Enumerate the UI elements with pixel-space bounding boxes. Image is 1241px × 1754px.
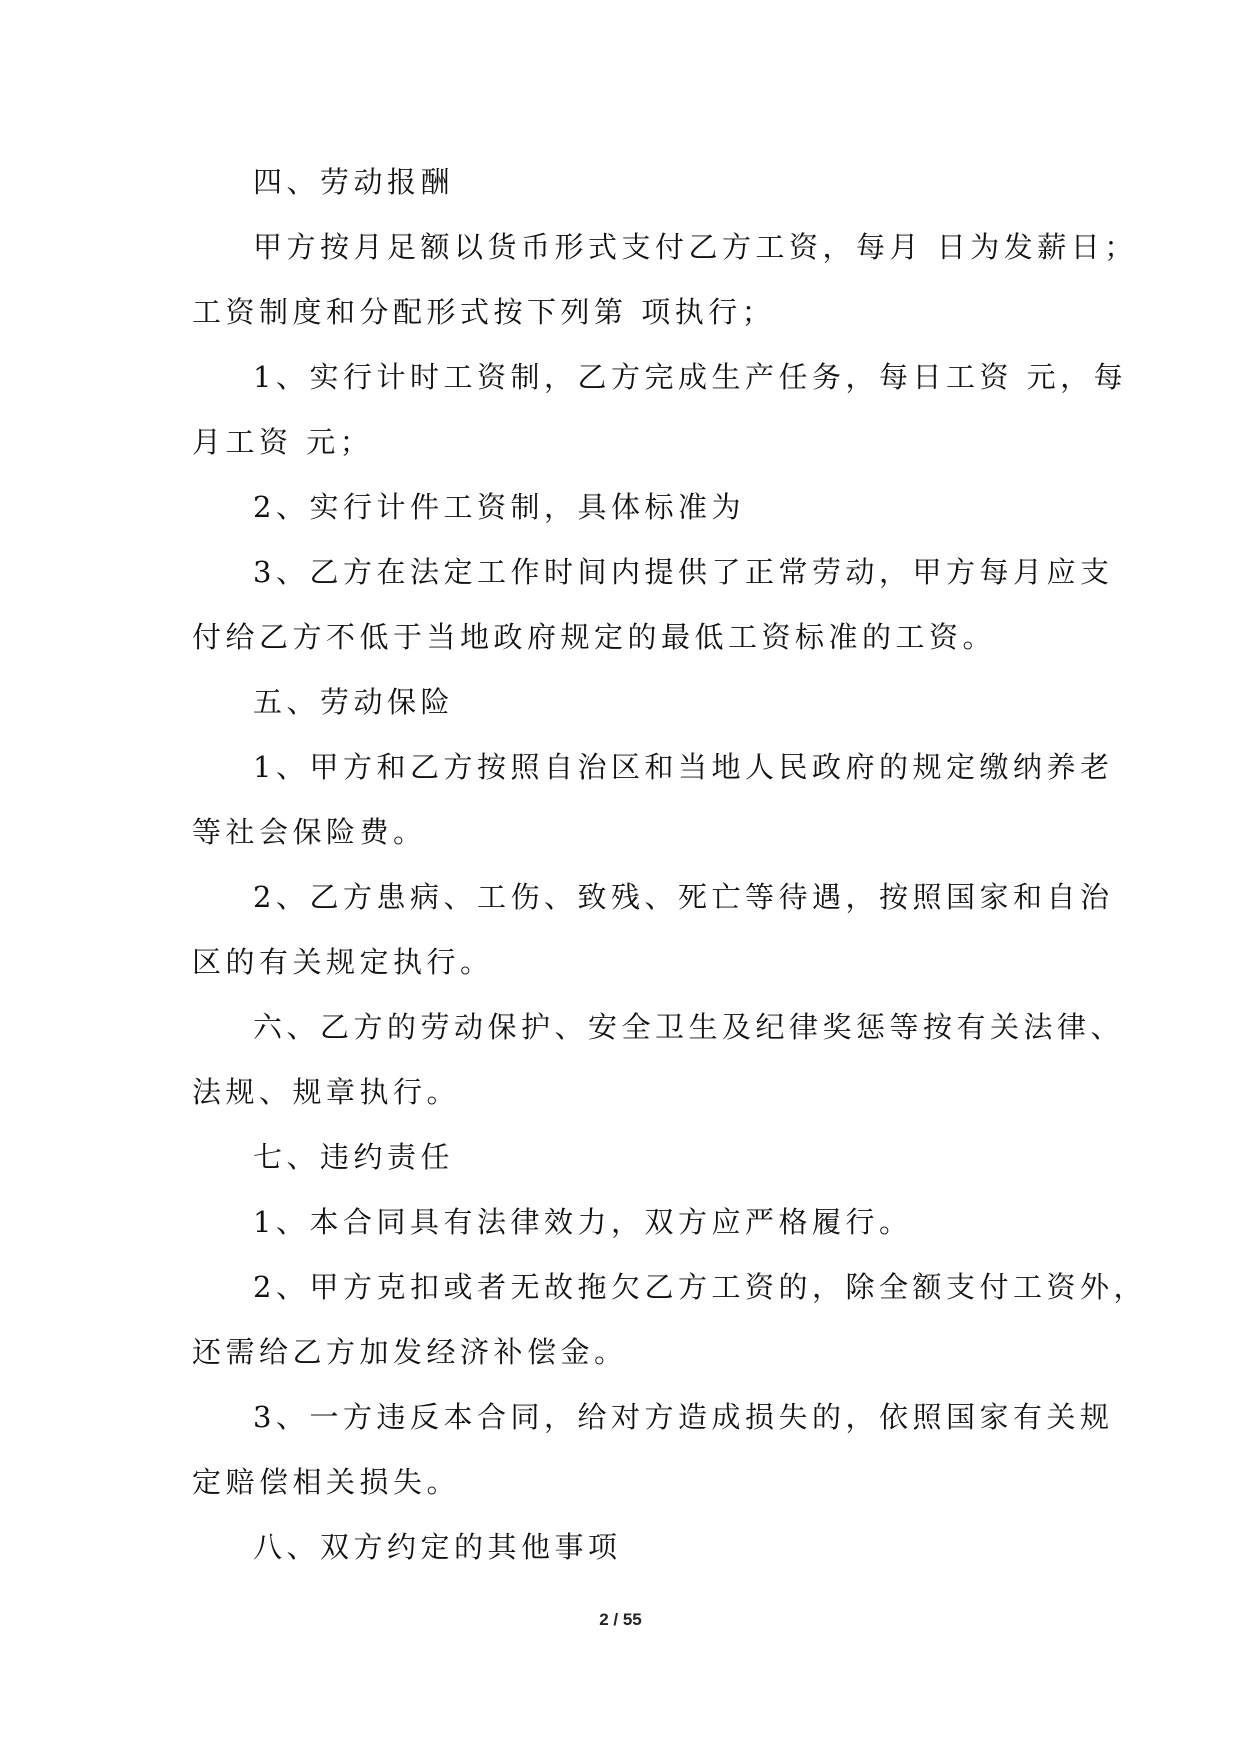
paragraph-line: 付给乙方不低于当地政府规定的最低工资标准的工资。 — [192, 620, 997, 654]
section-heading-4: 四、劳动报酬 — [253, 165, 455, 199]
section-heading-8: 八、双方约定的其他事项 — [253, 1530, 622, 1564]
paragraph-line: 2、乙方患病、工伤、致残、死亡等待遇，按照国家和自治 — [253, 880, 1114, 914]
paragraph-line: 1、实行计时工资制，乙方完成生产任务，每日工资 元，每 — [253, 360, 1128, 394]
paragraph-line: 甲方按月足额以货币形式支付乙方工资，每月 日为发薪日； — [253, 230, 1138, 264]
paragraph-line: 2、甲方克扣或者无故拖欠乙方工资的，除全额支付工资外， — [253, 1270, 1147, 1304]
paragraph-line: 区的有关规定执行。 — [192, 945, 494, 979]
paragraph-line: 1、本合同具有法律效力，双方应严格履行。 — [253, 1205, 913, 1239]
section-heading-5: 五、劳动保险 — [253, 685, 455, 719]
paragraph-line: 1、甲方和乙方按照自治区和当地人民政府的规定缴纳养老 — [253, 750, 1114, 784]
paragraph-line: 工资制度和分配形式按下列第 项执行； — [192, 295, 776, 329]
paragraph-line: 法规、规章执行。 — [192, 1075, 461, 1109]
page-number: 2 / 55 — [599, 1610, 642, 1629]
paragraph-line: 3、一方违反本合同，给对方造成损失的，依照国家有关规 — [253, 1400, 1114, 1434]
paragraph-line: 2、实行计件工资制，具体标准为 — [253, 490, 745, 524]
paragraph-line: 定赔偿相关损失。 — [192, 1465, 461, 1499]
paragraph-line: 等社会保险费。 — [192, 815, 427, 849]
section-heading-6: 六、乙方的劳动保护、安全卫生及纪律奖惩等按有关法律、 — [253, 1010, 1125, 1044]
paragraph-line: 月工资 元； — [192, 425, 374, 459]
section-heading-7: 七、违约责任 — [253, 1140, 455, 1174]
paragraph-line: 3、乙方在法定工作时间内提供了正常劳动，甲方每月应支 — [253, 555, 1114, 589]
paragraph-line: 还需给乙方加发经济补偿金。 — [192, 1335, 628, 1369]
